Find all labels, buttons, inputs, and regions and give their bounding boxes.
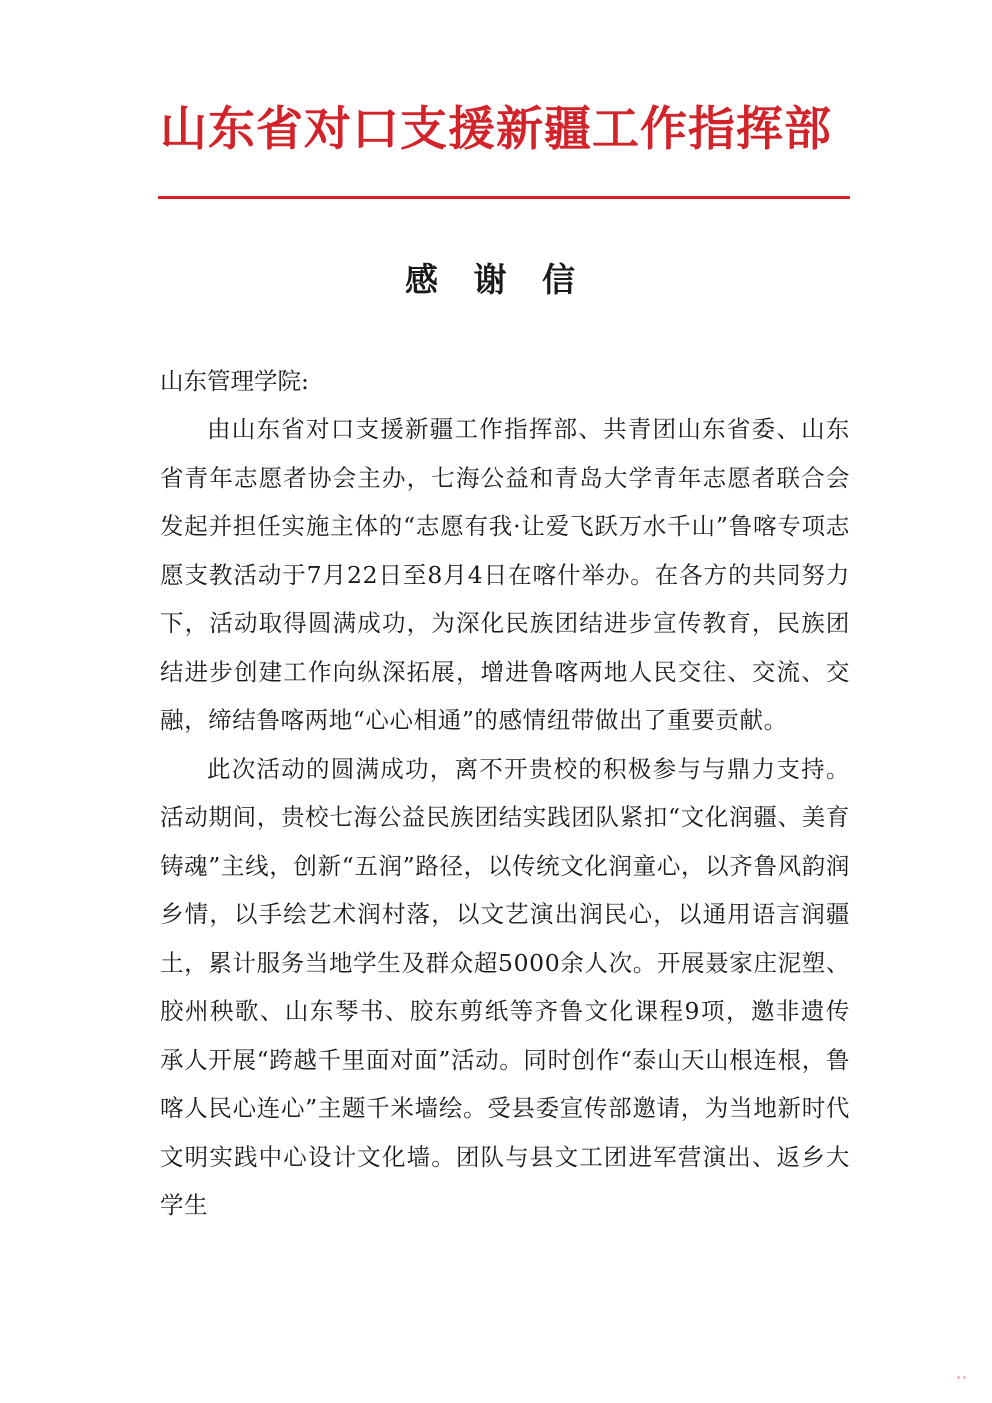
letterhead-org-name: 山东省对口支援新疆工作指挥部 — [160, 102, 832, 157]
page-corner-dots-icon — [957, 1364, 973, 1370]
letter-body — [160, 405, 850, 1230]
letterhead-red-rule — [158, 196, 850, 199]
body-paragraph-2: 此次活动的圆满成功，离不开贵校的积极参与与鼎力支持。活动期间，贵校七海公益民族团结实践团队紧扣“文化润疆、美育铸魂”主线，创新“五润”路径，以传统文化润童心，以齐鲁风韵润乡情，以手绘艺术润村落，以文艺演出润民心，以通用语言润疆土，累计服务当地学生及群众超5000余人次。开展聂家庄泥塑、胶州秧歌、山东琴书、胶东剪纸等齐鲁文化课程9项，邀非遗传承人开展“跨越千里面对面”活动。同时创作“泰山天山根连根，鲁喀人民心连心”主题千米墙绘。受县委宣传部邀请，为当地新时代文明实践中心设计文化墙。团队与县文工团进军营演出、返乡大学生 — [160, 754, 850, 1219]
body-paragraph-1: 由山东省对口支援新疆工作指挥部、共青团山东省委、山东省青年志愿者协会主办，七海公益和青岛大学青年志愿者联合会发起并担任实施主体的“志愿有我·让爱飞跃万水千山”鲁喀专项志愿支教活动于7月22日至8月4日在喀什举办。在各方的共同努力下，活动取得圆满成功，为深化民族团结进步宣传教育，民族团结进步创建工作向纵深拓展，增进鲁喀两地人民交往、交流、交融，缔结鲁喀两地“心心相通”的感情纽带做出了重要贡献。 — [160, 415, 850, 734]
document-title: 感 谢 信 — [405, 260, 587, 299]
salutation: 山东管理学院: — [160, 367, 309, 395]
